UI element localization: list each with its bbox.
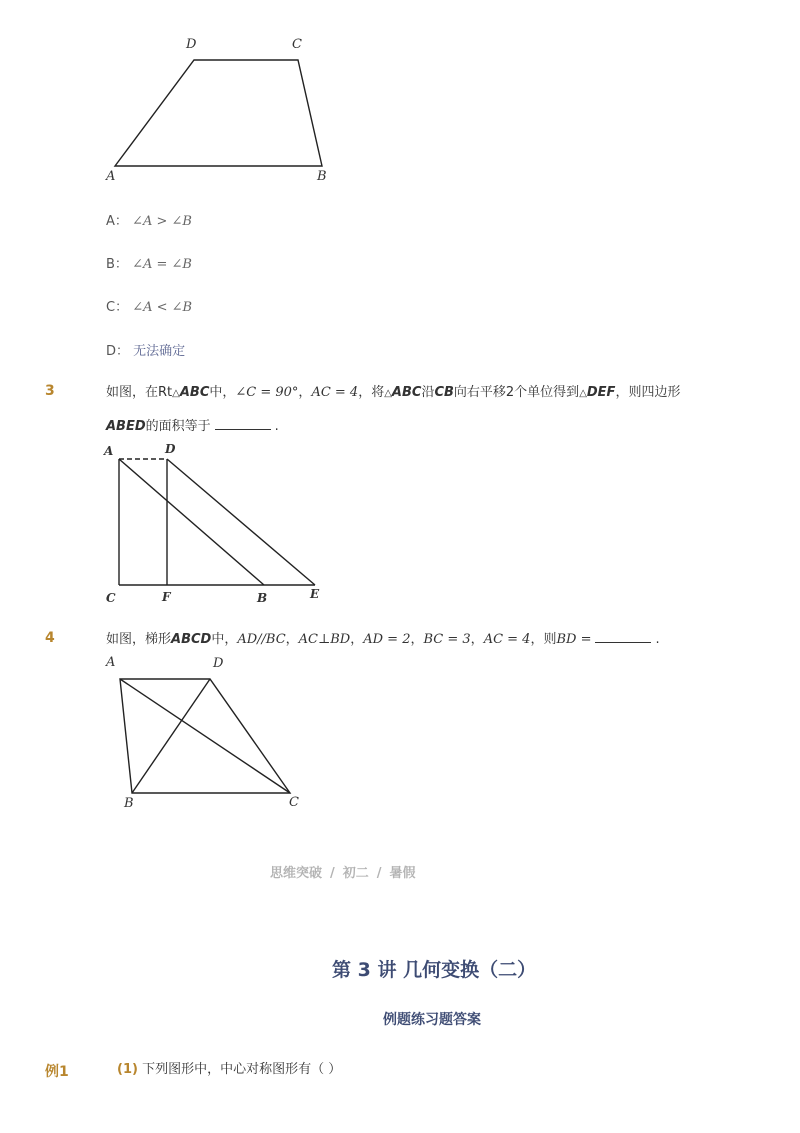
footer-separator: / — [376, 866, 382, 881]
trapezoid-diagonals-figure — [100, 660, 320, 810]
q4-abcd: ABCD — [171, 632, 212, 647]
footer-series: 思维突破 — [270, 866, 323, 881]
q3-cb: CB — [434, 385, 454, 400]
fig2-label-b: B — [257, 591, 268, 605]
option-d[interactable] — [106, 340, 185, 359]
q3-text: ，则四边形 — [615, 385, 681, 400]
example-subquestion-number: (1) — [117, 1062, 138, 1077]
fig2-label-a: A — [104, 444, 114, 458]
question-3-line-1 — [106, 383, 680, 404]
lecture-title: 第 3 讲 几何变换（二） — [332, 959, 537, 981]
fig2-label-e: E — [310, 587, 320, 601]
q3-text: ， — [298, 385, 312, 400]
fig1-label-d: D — [186, 37, 197, 52]
q4-ad: AD = 2 — [363, 632, 411, 647]
example-question-text: 下列图形中，中心对称图形有（ ） — [142, 1062, 342, 1077]
option-b[interactable] — [106, 253, 192, 272]
q3-text: 的面积等于 — [145, 419, 211, 434]
fig2-label-f: F — [162, 590, 171, 604]
q4-ac-perp-bd: AC⊥BD — [298, 632, 351, 647]
option-d-text: 无法确定 — [133, 344, 186, 359]
question-3-line-2 — [106, 417, 279, 437]
question-number-3: 3 — [45, 383, 55, 399]
q3-def: DEF — [586, 385, 616, 400]
answer-blank[interactable] — [215, 417, 271, 430]
q4-ac: AC = 4 — [483, 632, 531, 647]
footer-separator: / — [330, 866, 335, 881]
q4-bd: BD = — [556, 632, 592, 647]
q3-abc: ABC — [179, 385, 210, 400]
page-footer — [270, 862, 416, 881]
fig3-label-a: A — [106, 655, 116, 670]
example-1-question — [117, 1060, 341, 1080]
triangle-symbol: △ — [172, 388, 180, 399]
q4-text: 中， — [211, 632, 238, 647]
triangle-symbol: △ — [579, 388, 587, 399]
q3-angle-c: ∠C = 90° — [235, 385, 299, 400]
translation-figure — [100, 440, 340, 615]
option-a-expr: ∠A > ∠B — [132, 214, 192, 229]
fig1-label-b: B — [317, 169, 327, 184]
q4-period: . — [655, 632, 660, 647]
q3-abed: ABED — [106, 419, 146, 434]
footer-term: 暑假 — [389, 866, 416, 881]
q3-period: . — [274, 419, 279, 434]
fig3-label-b: B — [124, 796, 134, 811]
q3-text: ，将 — [358, 385, 385, 400]
q3-text: 向右平移2个单位得到 — [453, 385, 580, 400]
question-number-4: 4 — [45, 630, 55, 646]
option-c[interactable] — [106, 296, 192, 315]
option-b-key: B： — [106, 257, 128, 272]
q4-text: ， — [350, 632, 364, 647]
fig1-label-a: A — [106, 169, 116, 184]
q4-text: ， — [410, 632, 424, 647]
q3-text: 沿 — [421, 385, 435, 400]
fig2-label-c: C — [106, 591, 116, 605]
answer-blank[interactable] — [595, 630, 651, 643]
option-c-key: C： — [106, 300, 129, 315]
option-a-key: A： — [106, 214, 128, 229]
fig2-label-d: D — [165, 442, 176, 456]
q4-text: 如图，梯形 — [106, 632, 172, 647]
q3-text: 如图，在Rt — [106, 385, 173, 400]
option-c-expr: ∠A < ∠B — [132, 300, 193, 315]
option-d-key: D： — [106, 344, 130, 359]
fig1-label-c: C — [292, 37, 302, 52]
q4-ad-parallel-bc: AD//BC — [237, 632, 286, 647]
q4-text: ， — [470, 632, 484, 647]
triangle-symbol: △ — [384, 388, 392, 399]
fig3-label-d: D — [213, 656, 224, 671]
q4-bc: BC = 3 — [423, 632, 471, 647]
q3-ac: AC = 4 — [311, 385, 359, 400]
example-label: 例1 — [45, 1064, 69, 1080]
question-4-line — [106, 630, 660, 650]
q3-abc: ABC — [391, 385, 422, 400]
q4-text: ， — [285, 632, 299, 647]
option-b-expr: ∠A = ∠B — [132, 257, 192, 272]
option-a[interactable] — [106, 210, 192, 229]
trapezoid-figure — [100, 35, 340, 190]
section-subtitle: 例题练习题答案 — [383, 1012, 481, 1028]
trapezoid-shape — [115, 60, 322, 166]
fig3-label-c: C — [289, 795, 299, 810]
q4-text: ，则 — [530, 632, 557, 647]
footer-grade: 初二 — [342, 866, 369, 881]
q3-text: 中， — [209, 385, 236, 400]
